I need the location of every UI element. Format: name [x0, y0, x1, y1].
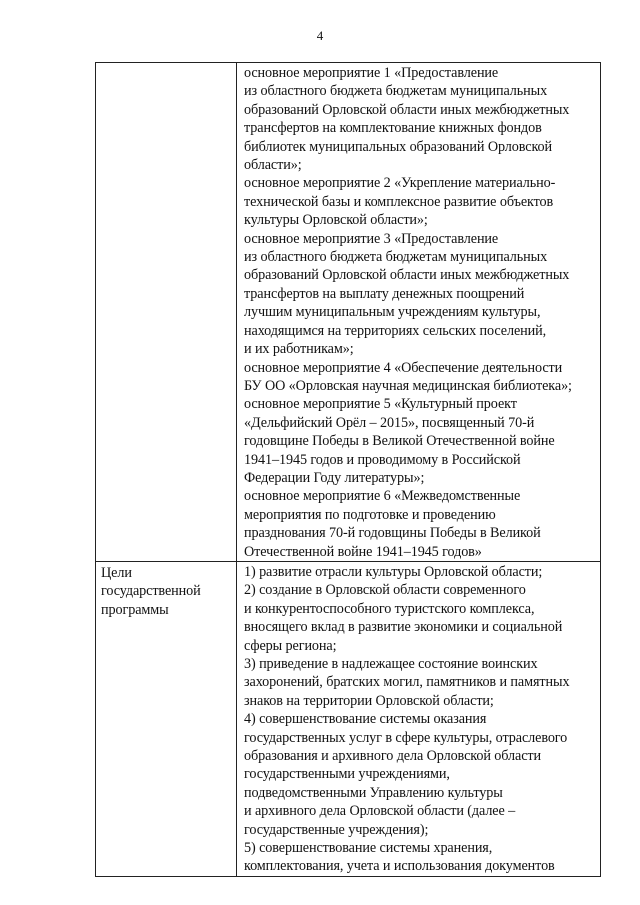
text-line: основное мероприятие 3 «Предоставление: [244, 230, 499, 247]
text-line: Федерации Году литературы»;: [244, 469, 425, 486]
text-line: вносящего вклад в развитие экономики и социальной: [244, 619, 563, 636]
text-line: государственных услуг в сфере культуры, отраслевого: [244, 729, 568, 746]
text-line: захоронений, братских могил, памятников и памятных: [244, 674, 570, 691]
text-line: государственной: [101, 583, 201, 600]
text-line: сферы региона;: [244, 637, 337, 654]
row-label-cell: [96, 561, 237, 876]
text-line: из областного бюджета бюджетам муниципальных: [244, 249, 548, 266]
text-line: 1) развитие отрасли культуры Орловской области;: [244, 563, 543, 580]
text-line: празднования 70-й годовщины Победы в Великой: [244, 525, 541, 542]
text-line: области»;: [244, 157, 302, 174]
table-row: [96, 63, 601, 562]
text-line: годовщине Победы в Великой Отечественной войне: [244, 433, 555, 450]
table-row: [96, 561, 601, 876]
text-line: 1941–1945 годов и проводимому в Российской: [244, 451, 521, 468]
text-line: и их работникам»;: [244, 341, 354, 358]
text-line: «Дельфийский Орёл – 2015», посвященный 70-й: [244, 414, 535, 431]
text-line: основное мероприятие 2 «Укрепление материально-: [244, 175, 556, 192]
text-line: основное мероприятие 5 «Культурный проект: [244, 396, 517, 413]
text-line: находящимся на территориях сельских поселений,: [244, 322, 547, 339]
text-line: трансфертов на выплату денежных поощрений: [244, 285, 525, 302]
text-line: образований Орловской области иных межбюджетных: [244, 267, 570, 284]
text-line: мероприятия по подготовке и проведению: [244, 506, 496, 523]
text-line: и конкурентоспособного туристского комплекса,: [244, 600, 535, 617]
text-line: подведомственными Управлению культуры: [244, 784, 503, 801]
text-line: из областного бюджета бюджетам муниципальных: [244, 83, 548, 100]
text-line: библиотек муниципальных образований Орловской: [244, 138, 553, 155]
row-content-cell: [237, 63, 601, 562]
text-line: Отечественной войне 1941–1945 годов»: [244, 543, 482, 560]
text-line: 2) создание в Орловской области современного: [244, 582, 526, 599]
text-line: основное мероприятие 1 «Предоставление: [244, 65, 499, 81]
text-line: образований Орловской области иных межбюджетных: [244, 101, 570, 118]
text-line: 5) совершенствование системы хранения,: [244, 840, 493, 857]
text-line: трансфертов на комплектование книжных фондов: [244, 120, 542, 137]
page-number: 4: [316, 28, 324, 43]
text-line: комплектования, учета и использования документов: [244, 858, 555, 875]
text-line: основное мероприятие 6 «Межведомственные: [244, 488, 521, 505]
text-line: БУ ОО «Орловская научная медицинская библиотека»;: [244, 377, 572, 394]
text-line: технической базы и комплексное развитие объектов: [244, 193, 554, 210]
row-label-cell: [96, 63, 237, 562]
text-line: 3) приведение в надлежащее состояние воинских: [244, 656, 538, 672]
text-line: культуры Орловской области»;: [244, 212, 428, 229]
text-line: Цели: [101, 564, 132, 581]
text-line: образования и архивного дела Орловской области: [244, 748, 542, 765]
text-line: программы: [101, 601, 169, 618]
text-line: и архивного дела Орловской области (далее –: [244, 803, 516, 820]
row-content-cell: [237, 561, 601, 876]
text-line: государственные учреждения);: [244, 821, 429, 838]
text-line: государственными учреждениями,: [244, 766, 450, 783]
text-line: знаков на территории Орловской области;: [244, 692, 494, 709]
text-line: лучшим муниципальным учреждениям культуры,: [244, 304, 541, 321]
program-passport-table: [95, 62, 601, 877]
text-line: основное мероприятие 4 «Обеспечение деятельности: [244, 359, 563, 376]
text-line: 4) совершенствование системы оказания: [244, 711, 487, 728]
